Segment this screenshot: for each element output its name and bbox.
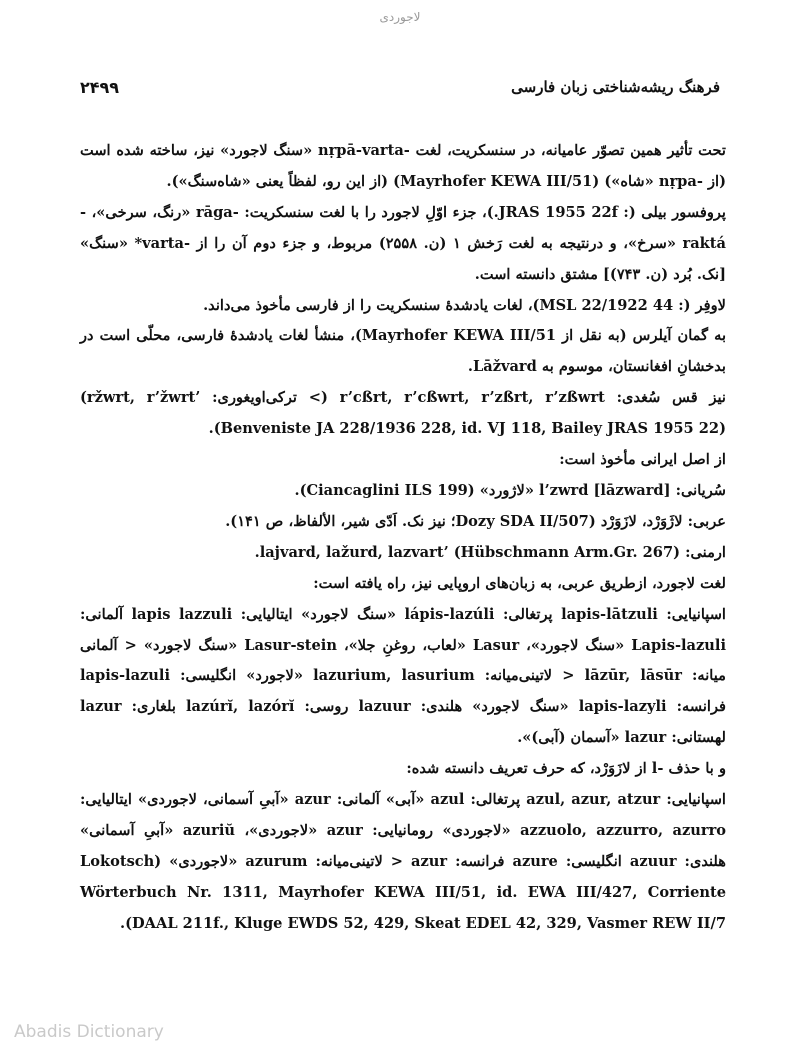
watermark: Abadis Dictionary (14, 1022, 164, 1042)
page-number: ۲۴۹۹ (80, 78, 120, 97)
paragraph-laufer: لاوفِر (: MSL 22/1922 44)، لغات یادشدهٔ سنسکریت را از فارسی مأخوذ می‌داند. (203, 296, 726, 314)
page-header (80, 78, 720, 104)
paragraph-syriac: سُریانی: l’zwrd [lāzward] «لاژورد» (Ciancaglini ILS 199). (294, 481, 726, 499)
book-title: فرهنگ ریشه‌شناختی زبان فارسی (511, 78, 720, 96)
paragraph-azure-forms: اسپانیایی: azul, azur, atzur پرتغالی: azul «آبی» آلمانی: azur «آبیِ آسمانی، لاجوردی» ایتالیایی: azzuolo, azzurro, azurro «لاجوردی» رومانیایی: azur «لاجوردی»، azuriŭ «آبیِ آسمانی» هلندی: azuur انگلیسی: azure فرانسه: azur < لاتینی‌میانه: azurum «لاجوردی» (Lokotsch Wörterbuch Nr. 1311, Mayrhofer KEWA III/51, id. EWA III/427, Corriente DAAL 211f., Kluge EWDS 52, 429, Skeat EDEL 42, 329, Vasmer REW II/7). (80, 791, 726, 932)
paragraph-bailey: پروفسور بیلی (: JRAS 1955 22f.)، جزء اوّلِ لاجورد را با لغت سنسکریت: -rāga «رنگ، سرخی»، -raktá «سرخ»، و درنتیجه به لغت رَخش ۱ (ن. ۲۵۵۸) مربوط، و جزء دوم آن را از -varta* «سنگ» [نک. بُرد (ن. ۷۴۳)] مشتق دانسته است. (80, 203, 726, 283)
paragraph-article-drop: و با حذف -l از لازَوَرْد، که حرف تعریف دانسته شده: (406, 760, 726, 778)
paragraph-arabic: عربی: لاژَوَرْد، لازَوَرْد (Dozy SDA II/507؛ نیز نک. اَدّی شیر، الألفاظ، ص ۱۴۱). (225, 512, 726, 530)
entry-body (80, 136, 726, 940)
paragraph-iranian-origin: از اصل ایرانی مأخوذ است: (559, 451, 726, 469)
site-title: لاجوردی (379, 10, 421, 24)
paragraph-european-intro: لغت لاجورد، ازطریق عربی، به زبان‌های اروپایی نیز، راه یافته است: (313, 574, 726, 592)
paragraph-armenian: ارمنی: lajvard, lažurd, lazvart’ (Hübschmann Arm.Gr. 267). (254, 543, 726, 561)
paragraph-european-forms: اسپانیایی: lapis-lātzuli پرتغالی: lápis-lazúli «سنگ لاجورد» ایتالیایی: lapis lazzuli آلمانی: Lapis-lazuli «سنگ لاجورد»، Lasur «لعاب، روغنِ جلا»، Lasur-stein «سنگ لاجورد» < آلمانی میانه: lāzūr, lāsūr < لاتینی‌میانه: lazurium, lasurium «لاجورد» انگلیسی: lapis-lazuli فرانسه: lapis-lazyli «سنگ لاجورد» هلندی: lazuur روسی: lazúrĭ, lazórĭ بلغاری: lazur لهستانی: lazur «آسمان (آبی)». (80, 605, 727, 747)
paragraph-eilers: به گمان آیلرس (به نقل از Mayrhofer KEWA III/51)، منشأ لغات یادشدهٔ فارسی، محلّی است در بدخشانِ افغانستان، موسوم به Lāžvard. (80, 327, 727, 376)
paragraph-sogdian: نیز قس سُغدی: r’cßrt, r’cßwrt, r’zßrt, r’zßwrt (> ترکی‌اویغوری: ’ržwrt, r’žwrt) (Benveniste JA 228/1936 228, id. VJ 118, Bailey JRAS 1955 22). (80, 389, 726, 438)
paragraph-sanskrit-nrpa: تحت تأثیر همین تصوّر عامیانه، در سنسکریت، لغت -nṛpā-varta «سنگ لاجورد» نیز، ساخته شده است (از -nṛpa «شاه») (Mayrhofer KEWA III/51) (از این رو، لفظاً یعنی «شاه‌سنگ»). (80, 142, 726, 190)
